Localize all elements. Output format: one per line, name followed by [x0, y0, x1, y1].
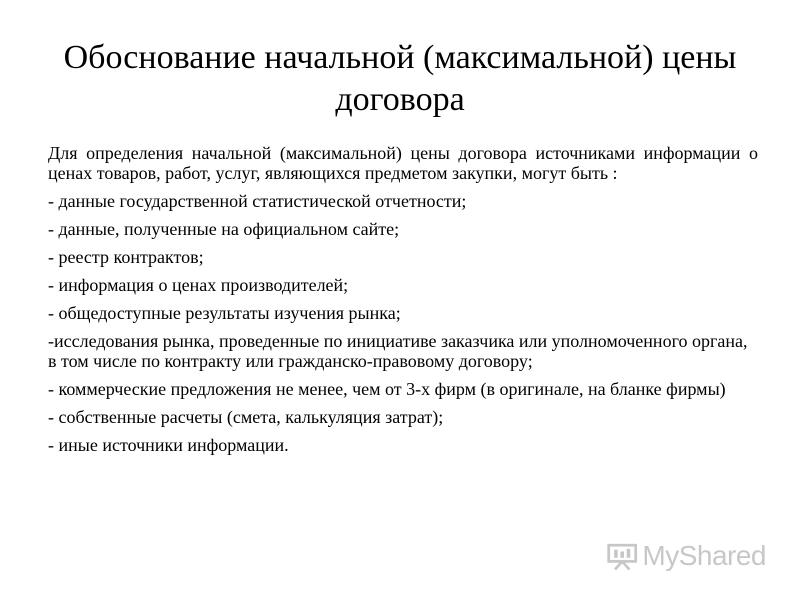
slide-title: Обоснование начальной (максимальной) цены договора	[63, 39, 737, 118]
list-item: - информация о ценах производителей;	[48, 275, 349, 295]
list-item: - общедоступные результаты изучения рынка;	[48, 303, 401, 323]
intro-paragraph: Для определения начальной (максимальной) цены договора источниками информации о ценах товаров, работ, услуг, являющихся предметом закупки, могут быть :	[48, 143, 758, 183]
watermark-text: MyShared	[642, 540, 766, 571]
slide-content	[48, 143, 758, 463]
list-item: - иные источники информации.	[48, 435, 289, 455]
list-item: - данные государственной статистической отчетности;	[48, 191, 467, 211]
list-item: - реестр контрактов;	[48, 247, 204, 267]
watermark	[606, 536, 766, 576]
source-list	[48, 191, 758, 455]
list-item: - коммерческие предложения не менее, чем от 3-х фирм (в оригинале, на бланке фирмы)	[48, 379, 726, 399]
list-item: - данные, полученные на официальном сайте;	[48, 219, 400, 239]
list-item: - собственные расчеты (смета, калькуляция затрат);	[48, 407, 444, 427]
list-item: -исследования рынка, проведенные по инициативе заказчика или уполномоченного органа, в том числе по контракту или гражданско-правовому договору;	[48, 331, 748, 371]
presentation-board-icon	[606, 538, 638, 574]
